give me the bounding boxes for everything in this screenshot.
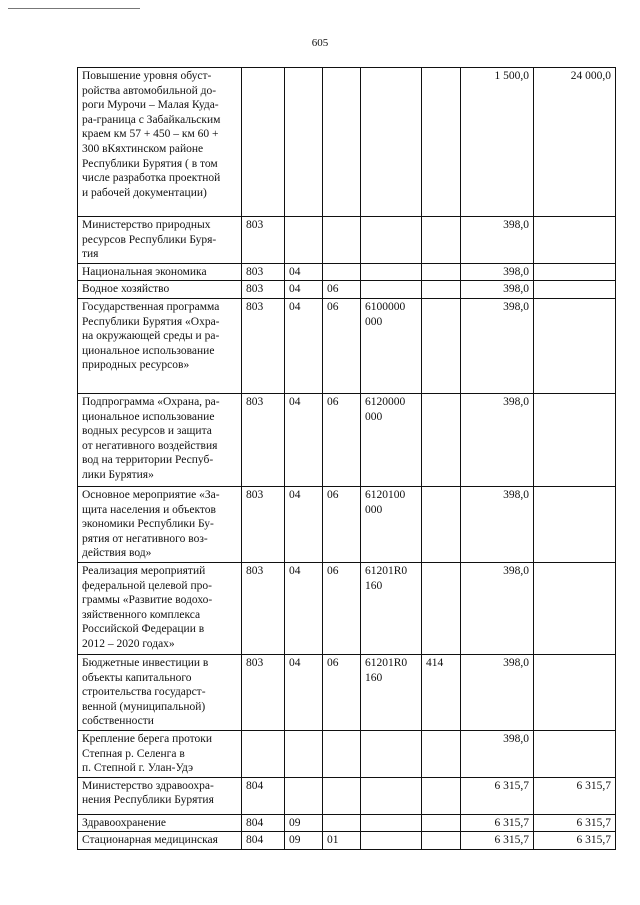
section-code: 04 — [285, 562, 323, 654]
subsection-code: 06 — [323, 298, 361, 393]
amount-2 — [534, 486, 616, 562]
target-code — [361, 777, 422, 814]
target-code — [361, 730, 422, 777]
target-code — [361, 832, 422, 850]
table-row — [78, 486, 616, 562]
amount-1: 6 315,7 — [461, 814, 534, 832]
ministry-code: 804 — [242, 777, 285, 814]
amount-2 — [534, 730, 616, 777]
expense-code — [422, 777, 461, 814]
amount-2 — [534, 298, 616, 393]
ministry-code: 803 — [242, 562, 285, 654]
table-row — [78, 730, 616, 777]
amount-1: 398,0 — [461, 730, 534, 777]
expense-code — [422, 281, 461, 299]
subsection-code — [323, 217, 361, 264]
page-number: 605 — [311, 37, 329, 49]
expense-code — [422, 730, 461, 777]
amount-2 — [534, 562, 616, 654]
target-code: 61201R0 160 — [361, 654, 422, 730]
table-row — [78, 562, 616, 654]
amount-2 — [534, 263, 616, 281]
subsection-code — [323, 777, 361, 814]
ministry-code: 803 — [242, 486, 285, 562]
amount-1: 398,0 — [461, 263, 534, 281]
row-name: Бюджетные инвестиции в объекты капитального строительства государст- венной (муниципальной) собственности — [78, 654, 242, 730]
amount-2: 6 315,7 — [534, 777, 616, 814]
subsection-code: 06 — [323, 654, 361, 730]
amount-1: 398,0 — [461, 217, 534, 264]
expense-code — [422, 832, 461, 850]
section-code — [285, 217, 323, 264]
table-row — [78, 68, 616, 217]
row-name: Реализация мероприятий федеральной целевой про- граммы «Развитие водохо- зяйственного комплекса Российской Федерации в 2012 – 2020 годах» — [78, 562, 242, 654]
table-row — [78, 654, 616, 730]
target-code: 6100000 000 — [361, 298, 422, 393]
row-name: Подпрограмма «Охрана, ра- циональное использование водных ресурсов и защита от негативного воздействия вод на территории Респуб- лики Бурятия» — [78, 393, 242, 486]
row-name: Водное хозяйство — [78, 281, 242, 299]
expense-code — [422, 393, 461, 486]
row-name: Стационарная медицинская — [78, 832, 242, 850]
ministry-code: 803 — [242, 393, 285, 486]
expense-code — [422, 562, 461, 654]
amount-1: 6 315,7 — [461, 777, 534, 814]
section-code: 04 — [285, 298, 323, 393]
ministry-code: 804 — [242, 814, 285, 832]
amount-2 — [534, 654, 616, 730]
amount-2: 6 315,7 — [534, 814, 616, 832]
expense-code — [422, 263, 461, 281]
section-code: 09 — [285, 814, 323, 832]
subsection-code — [323, 814, 361, 832]
target-code — [361, 814, 422, 832]
table-row — [78, 814, 616, 832]
amount-1: 398,0 — [461, 654, 534, 730]
target-code — [361, 68, 422, 217]
subsection-code: 01 — [323, 832, 361, 850]
subsection-code: 06 — [323, 281, 361, 299]
section-code — [285, 730, 323, 777]
table-row — [78, 281, 616, 299]
ministry-code — [242, 68, 285, 217]
subsection-code: 06 — [323, 486, 361, 562]
target-code — [361, 281, 422, 299]
amount-2 — [534, 393, 616, 486]
amount-1: 6 315,7 — [461, 832, 534, 850]
expense-code: 414 — [422, 654, 461, 730]
target-code — [361, 217, 422, 264]
expense-code — [422, 217, 461, 264]
expense-code — [422, 68, 461, 217]
row-name: Повышение уровня обуст- ройства автомобильной до- роги Мурочи – Малая Куда- ра-граница с Забайкальским краем км 57 + 450 – км 60 + 300 вКяхтинском районе Республики Бурятия ( в том числе разработка проектной и рабочей документации) — [78, 68, 242, 217]
budget-table — [77, 67, 616, 850]
section-code — [285, 68, 323, 217]
amount-2 — [534, 217, 616, 264]
section-code: 04 — [285, 654, 323, 730]
row-name: Здравоохранение — [78, 814, 242, 832]
subsection-code — [323, 263, 361, 281]
target-code: 6120100 000 — [361, 486, 422, 562]
amount-2: 24 000,0 — [534, 68, 616, 217]
row-name: Основное мероприятие «За- щита населения и объектов экономики Республики Бу- рятия от негативного воз- действия вод» — [78, 486, 242, 562]
target-code: 6120000 000 — [361, 393, 422, 486]
ministry-code: 803 — [242, 263, 285, 281]
section-code: 09 — [285, 832, 323, 850]
table-row — [78, 298, 616, 393]
expense-code — [422, 298, 461, 393]
ministry-code: 804 — [242, 832, 285, 850]
expense-code — [422, 486, 461, 562]
row-name: Государственная программа Республики Бурятия «Охра- на окружающей среды и ра- циональное использование природных ресурсов» — [78, 298, 242, 393]
amount-1: 398,0 — [461, 281, 534, 299]
subsection-code: 06 — [323, 562, 361, 654]
table-row — [78, 393, 616, 486]
section-code: 04 — [285, 263, 323, 281]
amount-2: 6 315,7 — [534, 832, 616, 850]
amount-1: 398,0 — [461, 298, 534, 393]
header-rule — [8, 8, 140, 9]
section-code — [285, 777, 323, 814]
ministry-code — [242, 730, 285, 777]
subsection-code — [323, 68, 361, 217]
table-row — [78, 832, 616, 850]
ministry-code: 803 — [242, 654, 285, 730]
subsection-code — [323, 730, 361, 777]
row-name: Министерство природных ресурсов Республики Буря- тия — [78, 217, 242, 264]
section-code: 04 — [285, 281, 323, 299]
row-name: Национальная экономика — [78, 263, 242, 281]
section-code: 04 — [285, 486, 323, 562]
target-code — [361, 263, 422, 281]
amount-1: 398,0 — [461, 562, 534, 654]
amount-1: 398,0 — [461, 486, 534, 562]
section-code: 04 — [285, 393, 323, 486]
amount-1: 398,0 — [461, 393, 534, 486]
subsection-code: 06 — [323, 393, 361, 486]
ministry-code: 803 — [242, 281, 285, 299]
table-row — [78, 777, 616, 814]
target-code: 61201R0 160 — [361, 562, 422, 654]
ministry-code: 803 — [242, 298, 285, 393]
table-row — [78, 263, 616, 281]
amount-1: 1 500,0 — [461, 68, 534, 217]
amount-2 — [534, 281, 616, 299]
table-row — [78, 217, 616, 264]
row-name: Крепление берега протоки Степная р. Селенга в п. Степной г. Улан-Удэ — [78, 730, 242, 777]
ministry-code: 803 — [242, 217, 285, 264]
row-name: Министерство здравоохра- нения Республики Бурятия — [78, 777, 242, 814]
expense-code — [422, 814, 461, 832]
